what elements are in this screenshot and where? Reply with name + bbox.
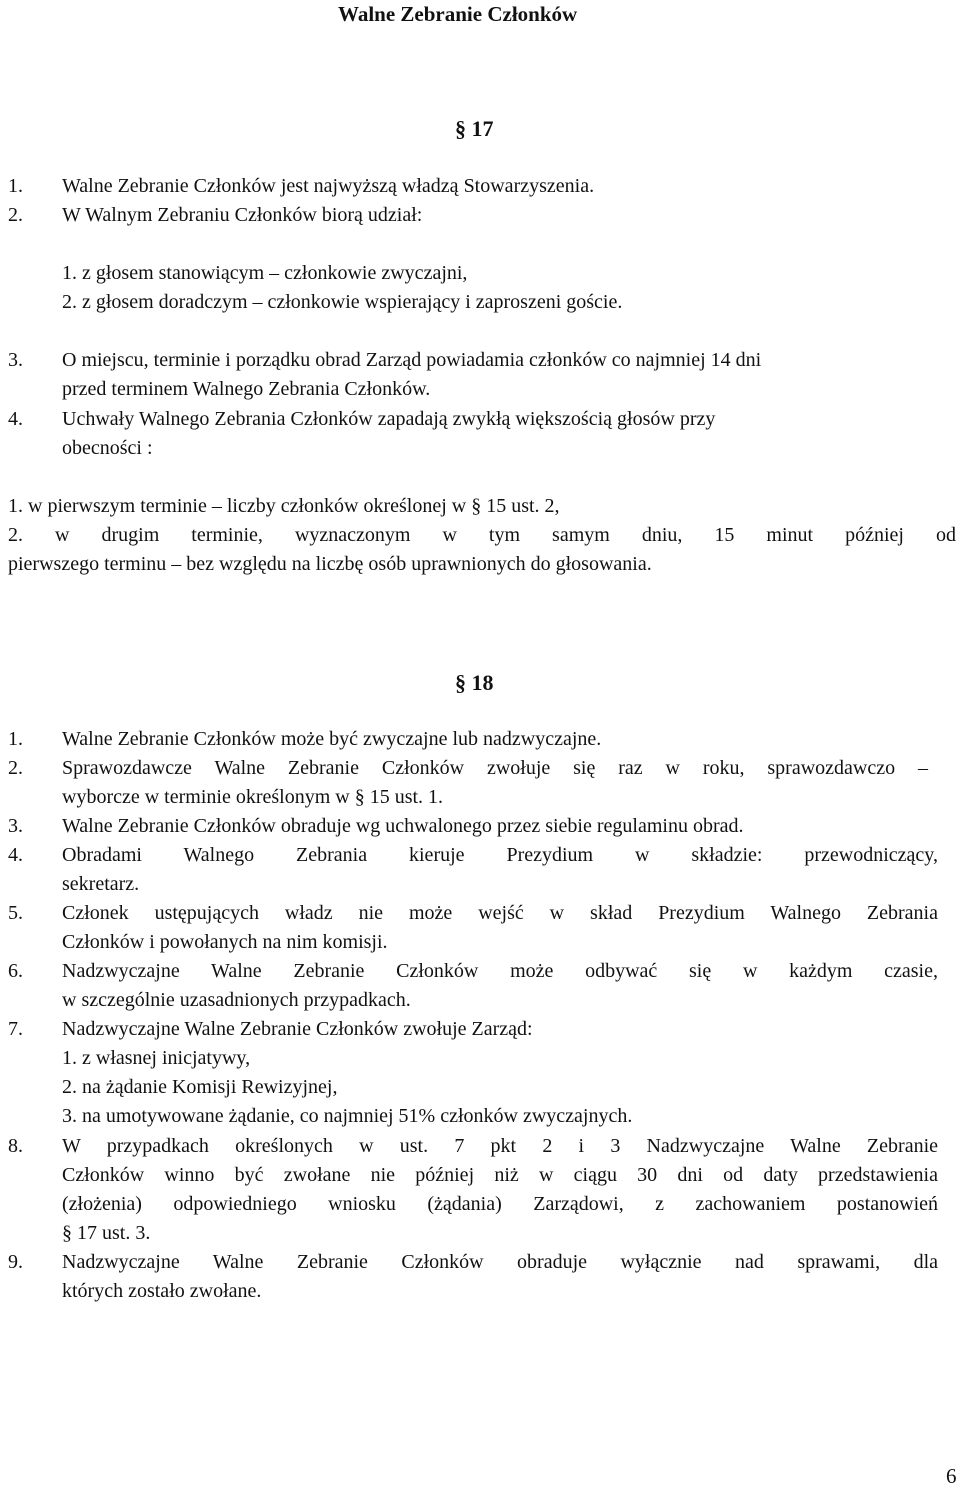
s17-item-4 xyxy=(8,405,23,434)
s17-subitem-3 xyxy=(8,492,560,521)
page-number: 6 xyxy=(946,1464,957,1488)
item-text: z głosem stanowiącym – członkowie zwyczajni, xyxy=(82,262,468,284)
s18-item-7-num: 7. xyxy=(8,1018,23,1040)
s17-item-4-text xyxy=(62,405,715,463)
text-line: Nadzwyczajne Walne Zebranie Członków zwołuje Zarząd: xyxy=(62,1018,533,1040)
item-number: 1. xyxy=(8,728,23,750)
item-text: Walne Zebranie Członków jest najwyższą władzą Stowarzyszenia. xyxy=(62,175,595,197)
s17-item-3-text xyxy=(62,346,761,404)
s18-item-5-num: 5. xyxy=(8,902,23,924)
item-number: 3. xyxy=(8,349,23,371)
text-line: Uchwały Walnego Zebrania Członków zapadają zwykłą większością głosów przy xyxy=(62,408,716,430)
item-text: W Walnym Zebraniu Członków biorą udział: xyxy=(62,204,423,226)
s18-item-5-text xyxy=(62,899,938,957)
s17-item-2 xyxy=(8,201,423,230)
s18-item-8-num: 8. xyxy=(8,1135,23,1157)
text-line: Członków winno być zwołane nie później niż w ciągu 30 dni od daty przedstawienia xyxy=(62,1164,938,1186)
s18-item-9-num: 9. xyxy=(8,1251,23,1273)
s18-item-6-text xyxy=(62,957,938,1015)
text-line: pierwszego terminu – bez względu na liczbę osób uprawnionych do głosowania. xyxy=(8,553,652,575)
s18-item-2-num: 2. xyxy=(8,757,23,779)
section-17-heading: § 17 xyxy=(455,116,494,141)
text-line: wyborcze w terminie określonym w § 15 ust. 1. xyxy=(62,786,444,808)
item-number: 2. xyxy=(62,291,77,313)
text-line: Członek ustępujących władz nie może wejść w skład Prezydium Walnego Zebrania xyxy=(62,902,938,924)
text-line: Członków i powołanych na nim komisji. xyxy=(62,931,388,953)
section-18-heading: § 18 xyxy=(455,670,494,695)
text-line: Sprawozdawcze Walne Zebranie Członków zwołuje się raz w roku, sprawozdawczo – xyxy=(62,757,928,779)
text-line: Nadzwyczajne Walne Zebranie Członków obraduje wyłącznie nad sprawami, dla xyxy=(62,1251,938,1273)
text-line: (złożenia) odpowiedniego wniosku (żądania) Zarządowi, z zachowaniem postanowień xyxy=(62,1193,938,1215)
s18-item-4-text xyxy=(62,841,938,899)
item-number: 1. xyxy=(62,262,77,284)
s18-item-2-text xyxy=(62,754,928,812)
text-line: sekretarz. xyxy=(62,873,140,895)
s18-item-7-text xyxy=(62,1015,632,1131)
s17-item-3 xyxy=(8,346,23,375)
text-line: obecności : xyxy=(62,437,153,459)
s18-item-3-num: 3. xyxy=(8,815,23,837)
text-line: 2. na żądanie Komisji Rewizyjnej, xyxy=(62,1076,338,1098)
s18-item-6-num: 6. xyxy=(8,960,23,982)
document-title: Walne Zebranie Członków xyxy=(338,2,578,26)
item-number: 2. xyxy=(8,524,23,546)
s17-subitem-2 xyxy=(62,288,622,317)
s17-subitem-4 xyxy=(8,521,956,579)
text-line: Obradami Walnego Zebrania kieruje Prezydium w składzie: przewodniczący, xyxy=(62,844,938,866)
text-line xyxy=(8,521,956,550)
s18-item-8-text xyxy=(62,1132,938,1248)
s17-subitem-1 xyxy=(62,259,467,288)
text-line: O miejscu, terminie i porządku obrad Zarząd powiadamia członków co najmniej 14 dni xyxy=(62,349,762,371)
s18-item-3-text: Walne Zebranie Członków obraduje wg uchwalonego przez siebie regulaminu obrad. xyxy=(62,815,744,837)
text-line: w szczególnie uzasadnionych przypadkach. xyxy=(62,989,411,1011)
text-line: których zostało zwołane. xyxy=(62,1280,262,1302)
item-text: w pierwszym terminie – liczby członków określonej w § 15 ust. 2, xyxy=(28,495,560,517)
item-number: 4. xyxy=(8,408,23,430)
item-number: 1. xyxy=(8,175,23,197)
text-line: W przypadkach określonych w ust. 7 pkt 2 i 3 Nadzwyczajne Walne Zebranie xyxy=(62,1135,938,1157)
item-text: z głosem doradczym – członkowie wspierający i zaproszeni goście. xyxy=(82,291,623,313)
text-line: przed terminem Walnego Zebrania Członków. xyxy=(62,378,431,400)
s17-item-1 xyxy=(8,172,595,201)
item-text: w drugim terminie, wyznaczonym w tym samym dniu, 15 minut później od xyxy=(55,524,957,546)
s18-item-4-num: 4. xyxy=(8,844,23,866)
item-text: Walne Zebranie Członków może być zwyczajne lub nadzwyczajne. xyxy=(62,728,602,750)
s18-item-9-text xyxy=(62,1248,938,1306)
text-line: 1. z własnej inicjatywy, xyxy=(62,1047,251,1069)
item-number: 1. xyxy=(8,495,23,517)
s18-item-1 xyxy=(8,725,602,754)
item-number: 2. xyxy=(8,204,23,226)
text-line: 3. na umotywowane żądanie, co najmniej 51% członków zwyczajnych. xyxy=(62,1105,633,1127)
text-line: Nadzwyczajne Walne Zebranie Członków może odbywać się w każdym czasie, xyxy=(62,960,938,982)
text-line: § 17 ust. 3. xyxy=(62,1222,151,1244)
